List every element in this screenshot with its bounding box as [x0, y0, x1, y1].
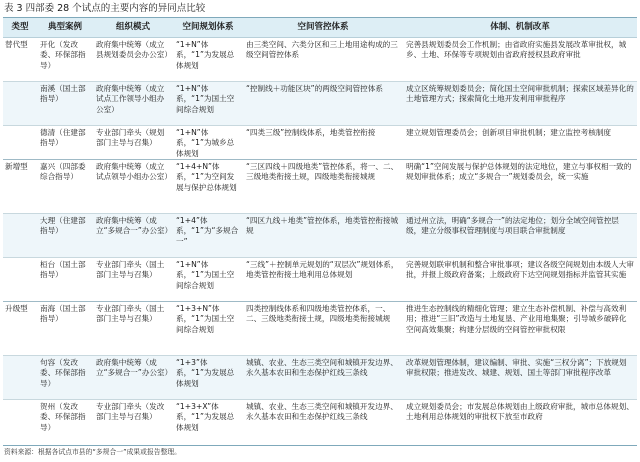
row-org: 政府集中统筹（成立县规划委员会办公室）: [96, 40, 172, 60]
source-note: 资料来源：根据各试点市县的“多规合一”成果或报告整理。: [4, 448, 181, 456]
row-case: 开化（发改委、环保部指导）: [40, 40, 86, 70]
table-header-row: [3, 18, 637, 38]
row-case: 句容（发改委、环保部指导）: [40, 358, 86, 388]
row-org: 专业部门牵头（国土部门主导与召集）: [96, 260, 165, 280]
header-reform: 体制、机制改革: [490, 22, 550, 32]
row-plan: “1+3”体系，“1”为发展总体规划: [176, 358, 235, 388]
header-case: 典型案例: [47, 22, 82, 32]
row-plan: “1+N”体系，“1”为国土空间综合规划: [176, 260, 235, 290]
row-plan: “1+3+N”体系，“1”为国土空间综合规划: [176, 304, 235, 334]
row-reform: 建立规划管理委员会；创新项目审批机制；建立监控考核制度: [406, 128, 612, 137]
row-reform: 成立区统筹规划委员会；简化国土空间审批机制；探索区域差异化的土地管理方式；探索简化土地开发利用审批程序: [406, 84, 634, 104]
row-plan: “1+N”体系，“1”为发展总体规划: [176, 40, 235, 70]
row-reform: 改革规划管理体制，建议编制、审批、实施“三权分离”；下放规划审批权限；推进发改、城建、规划、国土等部门审批程序改革: [406, 358, 627, 378]
row-reform: 完善规划联审机制和整合审批事项；建议各级空间规划由本级人大审批，并报上级政府备案；上级政府下达空间规划指标并监管其实施: [406, 260, 634, 280]
row-case: 桓台（国土部指导）: [40, 260, 86, 280]
row-type: [3, 258, 37, 301]
table-row: [3, 258, 637, 302]
table-row: [3, 302, 637, 356]
table-row: [3, 38, 637, 82]
row-type: [3, 400, 37, 444]
row-control: “四类三级”控制线体系，地类管控衔接: [246, 128, 376, 137]
row-case: 德清（住建部指导）: [40, 128, 86, 148]
row-case: 嘉兴（四部委综合指导）: [40, 162, 86, 182]
row-reform: 推进生态控制线的精细化管理；建立生态补偿机制、补偿与高效利用；推进“三旧”改造与土地复垦、产业用地集聚；引导城乡破碎化空间高效集聚；构建分层级的空间管控审批权限: [406, 304, 627, 334]
row-type: [3, 356, 37, 399]
table-row: [3, 356, 637, 400]
row-org: 专业部门牵头（发改部门主导与召集）: [96, 402, 165, 422]
row-reform: 通过州立法，明确“多规合一”的法定地位；划分全域空间管控层级，建立分级事权管理制度与项目联合审批制度: [406, 216, 619, 236]
row-control: 城镇、农业、生态三类空间和城镇开发边界、永久基本农田和生态保护红线三条线: [246, 358, 398, 378]
row-case: 贺州（发改委、环保部指导）: [40, 402, 86, 432]
table-row: [3, 126, 637, 160]
row-type: 新增型: [5, 162, 28, 171]
row-plan: “1+4”体系，“1”为“多规合一”: [176, 216, 239, 246]
row-control: 四类控制线体系和四级地类管控体系，一、二、三级地类衔接土规，四级地类衔接城规: [246, 304, 391, 324]
row-plan: “1+N”体系，“1”为国土空间综合规划: [176, 84, 235, 114]
table-row: [3, 160, 637, 214]
comparison-table: [3, 18, 637, 444]
row-plan: “1+3+X”体系，“1”为发展总体规划: [176, 402, 235, 432]
row-control: 城镇、农业、生态三类空间和城镇开发边界、永久基本农田和生态保护红线三条线: [246, 402, 398, 422]
table-row: [3, 400, 637, 444]
row-control: “四区九线＋地类”管控体系，地类管控衔接城规: [246, 216, 399, 236]
row-reform: 完善县规划委员会工作机制；由省政府实施县发展改革审批权，城乡、土地、环保等专项规划由省政府授权县政府审批: [406, 40, 627, 60]
header-plan: 空间规划体系: [182, 22, 234, 32]
row-case: 南溪（国土部指导）: [40, 84, 86, 104]
row-case: 大理（住建部指导）: [40, 216, 86, 236]
row-type: [3, 126, 37, 159]
row-org: 专业部门牵头（国土部门主导与召集）: [96, 304, 165, 324]
header-type: 类型: [11, 22, 29, 32]
row-reform: 明确“1”空间发展与保护总体规划的法定地位，建立与事权相一致的规划审批体系；成立“多规合一”规划委员会，统一实施: [406, 162, 632, 182]
row-control: “控制线＋功能区块”的两级空间管控体系: [246, 84, 383, 93]
row-type: [3, 214, 37, 257]
table-row: [3, 82, 637, 126]
row-plan: “1+4+N”体系，“1”为空间发展与保护总体规划: [176, 162, 237, 192]
row-type: 升级型: [5, 304, 28, 313]
row-org: 政府集中统筹（成立“多规合一”办公室）: [96, 216, 173, 236]
row-reform: 成立规划委员会；市发展总体规划由上级政府审批，城市总体规划、土地利用总体规划的审批权下放至市政府: [406, 402, 634, 422]
table-caption: 表 3 四部委 28 个试点的主要内容的异同点比较: [4, 3, 206, 14]
row-control: “三区四线＋四级地类”管控体系，将一、二、三级地类衔接土规，四级地类衔接城规: [246, 162, 399, 182]
table-row: [3, 214, 637, 258]
header-org: 组织模式: [115, 22, 150, 32]
row-org: 政府集中统筹（成立试点领导小组办公室）: [96, 162, 172, 182]
table-bottom-rule: [3, 445, 637, 446]
row-control: “三线”＋控制单元规划的“双层次”规划体系，地类管控衔接土地利用总体规划: [246, 260, 399, 280]
row-type: 替代型: [5, 40, 28, 49]
row-type: [3, 82, 37, 125]
row-org: 政府集中统筹（成立试点工作领导小组办公室）: [96, 84, 165, 114]
row-plan: “1+N”体系，“1”为城乡总体规划: [176, 128, 235, 158]
row-org: 政府集中统筹（成立“多规合一”办公室）: [96, 358, 173, 378]
row-org: 专业部门牵头（规划部门主导与召集）: [96, 128, 165, 148]
header-control: 空间管控体系: [297, 22, 349, 32]
row-case: 南海（国土部指导）: [40, 304, 86, 324]
row-control: 由三类空间、六类分区和三上地用途构成的三级空间管控体系: [246, 40, 398, 60]
